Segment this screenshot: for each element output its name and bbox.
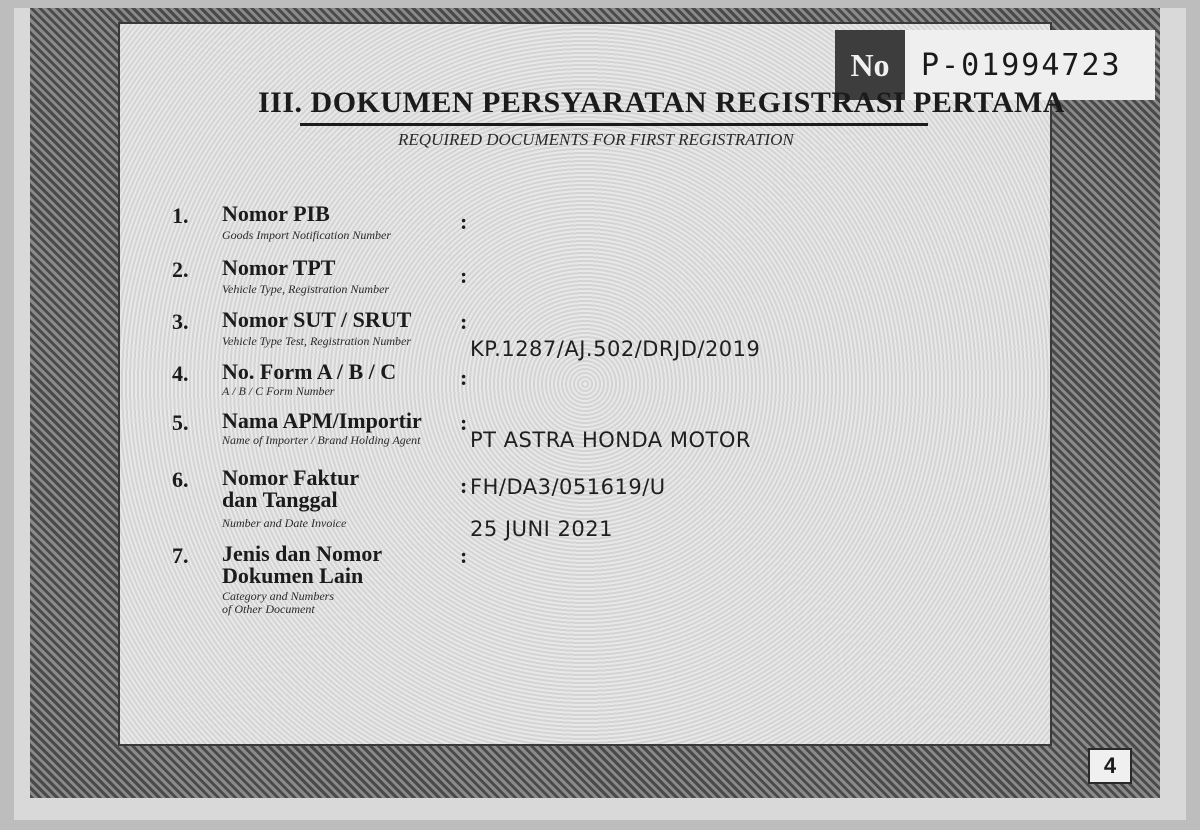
item-colon: : [460,543,468,568]
item-colon: : [460,309,468,334]
item-label-line2: dan Tanggal [222,487,338,512]
page-subtitle: REQUIRED DOCUMENTS FOR FIRST REGISTRATION [398,130,794,149]
item-number: 1. [172,203,189,228]
item-sublabel: Category and Numbers [222,589,334,603]
item-label: No. Form A / B / C [222,359,397,384]
item-sublabel: Number and Date Invoice [222,516,347,530]
page-number: 4 [1088,748,1132,784]
invoice-number: FH/DA3/051619/U [470,475,666,499]
item-colon: : [460,410,468,435]
page-title: III. DOKUMEN PERSYARATAN REGISTRASI PERTAMA [258,86,1065,119]
item-label: Nomor Faktur [222,465,360,490]
item-label: Nomor PIB [222,201,330,226]
item-colon: : [460,365,468,390]
item-sublabel: Goods Import Notification Number [222,228,392,242]
invoice-date: 25 JUNI 2021 [470,517,613,541]
item-value: KP.1287/AJ.502/DRJD/2019 [470,337,761,361]
item-number: 6. [172,467,189,492]
number-label: No [835,30,905,100]
item-number: 2. [172,257,189,282]
item-number: 7. [172,543,189,568]
item-sublabel: Name of Importer / Brand Holding Agent [222,433,421,447]
item-label-line2: Dokumen Lain [222,563,364,588]
item-number: 4. [172,361,189,386]
item-sublabel-line2: of Other Document [222,602,315,616]
item-sublabel: Vehicle Type Test, Registration Number [222,334,411,348]
item-label: Nomor TPT [222,255,336,280]
item-value: PT ASTRA HONDA MOTOR [470,428,751,452]
item-sublabel: A / B / C Form Number [222,384,335,398]
item-label: Jenis dan Nomor [222,541,383,566]
item-label: Nama APM/Importir [222,408,422,433]
item-sublabel: Vehicle Type, Registration Number [222,282,390,296]
document-number: P-01994723 [905,30,1155,100]
item-label: Nomor SUT / SRUT [222,307,412,332]
item-number: 3. [172,309,189,334]
item-colon: : [460,263,468,288]
item-number: 5. [172,410,189,435]
item-colon: : [460,473,468,498]
item-colon: : [460,209,468,234]
